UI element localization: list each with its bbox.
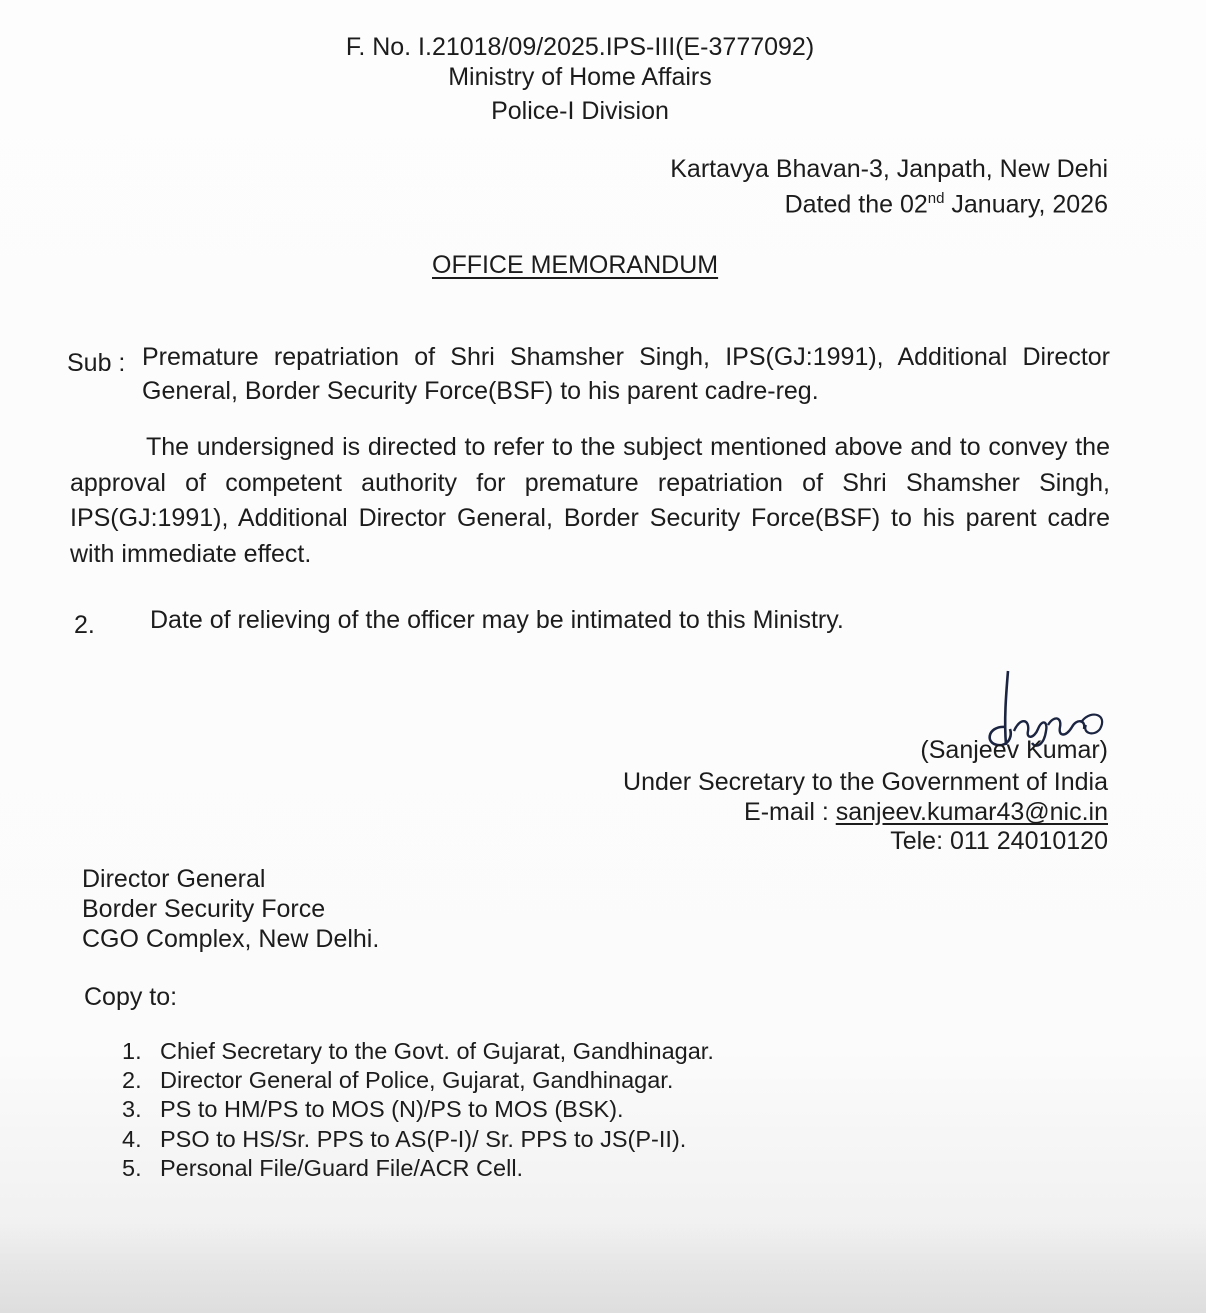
list-item-number: 3. xyxy=(122,1096,142,1123)
ministry-name: Ministry of Home Affairs xyxy=(448,63,712,91)
list-item-text: Chief Secretary to the Govt. of Gujarat, Gandhinagar. xyxy=(160,1038,714,1064)
paragraph-1: The undersigned is directed to refer to the subject mentioned above and to convey the approval of competent authority for premature repatriation of Shri Shamsher Singh, IPS(GJ:1991), Additional Director General, Border Security Force(BSF) to his parent cadre with immediate effect. xyxy=(70,433,1110,568)
list-item xyxy=(122,1125,714,1154)
date-superscript: nd xyxy=(927,190,945,207)
subject-label: Sub : xyxy=(67,349,126,377)
date-prefix: Dated the 02 xyxy=(784,190,928,219)
file-number: F. No. I.21018/09/2025.IPS-III(E-3777092) xyxy=(345,33,815,61)
date-line xyxy=(785,184,1108,219)
signatory-name: (Sanjeev Kumar) xyxy=(920,736,1108,764)
addressee-line-3: CGO Complex, New Delhi. xyxy=(82,925,380,953)
list-item-text: PSO to HS/Sr. PPS to AS(P-I)/ Sr. PPS to JS(P-II). xyxy=(160,1125,687,1152)
date-suffix: January, 2026 xyxy=(944,190,1108,219)
list-item xyxy=(122,1095,714,1124)
addressee-line-1: Director General xyxy=(82,865,266,893)
list-item-number: 1. xyxy=(122,1038,142,1064)
division-name: Police-I Division xyxy=(491,97,669,125)
addressee-line-2: Border Security Force xyxy=(82,895,326,923)
signatory-email-line xyxy=(744,797,1108,827)
signatory-tele: Tele: 011 24010120 xyxy=(890,827,1108,855)
place-line: Kartavya Bhavan-3, Janpath, New Dehi xyxy=(670,155,1108,183)
list-item-text: PS to HM/PS to MOS (N)/PS to MOS (BSK). xyxy=(160,1096,624,1123)
copy-to-title: Copy to: xyxy=(84,983,178,1011)
list-item-text: Personal File/Guard File/ACR Cell. xyxy=(160,1154,524,1181)
memo-title: OFFICE MEMORANDUM xyxy=(432,251,719,279)
list-item-text: Director General of Police, Gujarat, Gandhinagar. xyxy=(160,1067,674,1094)
paragraph-2: Date of relieving of the officer may be intimated to this Ministry. xyxy=(150,606,844,634)
email-link[interactable]: sanjeev.kumar43@nic.in xyxy=(835,798,1108,826)
email-label: E-mail : xyxy=(744,798,829,826)
list-item-number: 4. xyxy=(122,1125,142,1152)
copy-to-list xyxy=(122,1037,714,1183)
subject-text: Premature repatriation of Shri Shamsher Singh, IPS(GJ:1991), Additional Director General, Border Security Force(BSF) to his parent cadre-reg. xyxy=(142,343,1110,405)
list-item xyxy=(122,1066,714,1095)
list-item xyxy=(122,1154,714,1183)
page-shadow xyxy=(0,1223,1206,1313)
list-item-number: 2. xyxy=(122,1067,142,1094)
paragraph-2-number: 2. xyxy=(74,611,95,639)
list-item xyxy=(122,1037,714,1066)
signatory-designation: Under Secretary to the Government of India xyxy=(623,768,1108,796)
list-item-number: 5. xyxy=(122,1154,142,1181)
